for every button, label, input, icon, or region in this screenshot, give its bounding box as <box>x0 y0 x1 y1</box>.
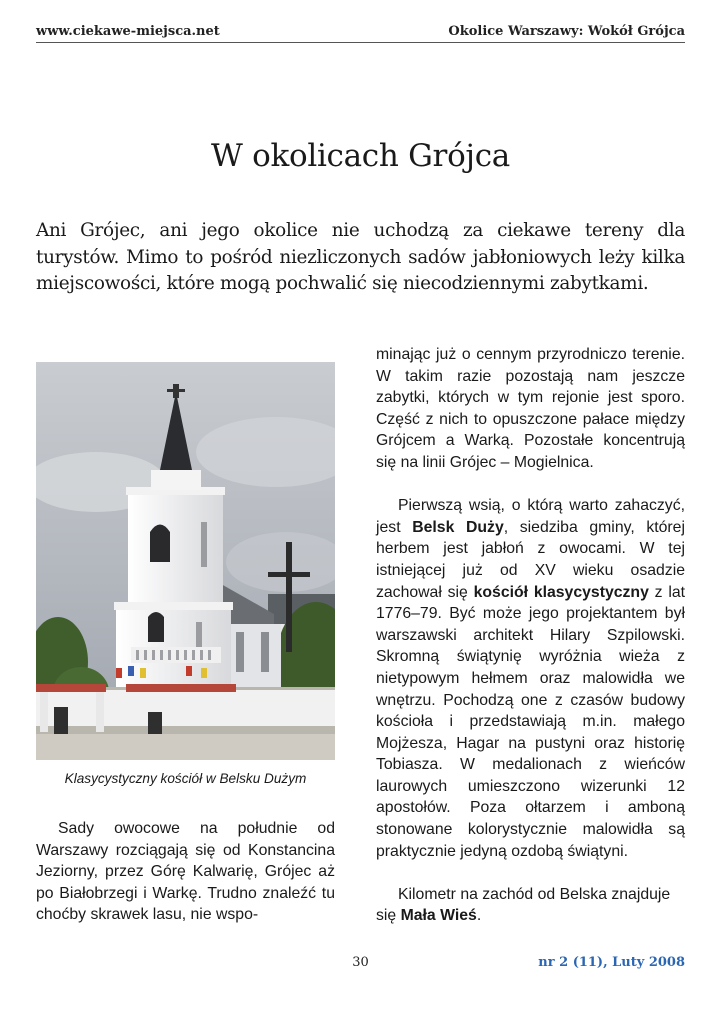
paragraph: minając już o cennym przyrodniczo terenie. W takim razie pozostają nam jeszcze zabytki, których w tym rejonie jest sporo. Część z nich to opuszczone pałace między Grójcem a Warką. Pozostałe koncentrują się na linii Grójec – Mogielnica. <box>376 346 685 471</box>
place-name: Belsk Duży <box>412 518 504 536</box>
church-photo <box>36 362 335 760</box>
issue-label: nr 2 (11), Luty 2008 <box>538 955 685 970</box>
text-run: Kilometr na zachód od Belska znajduje się <box>376 885 671 925</box>
text-run: , siedziba gminy, której herbem jest jabłoń z owocami. W tej istniejącej już od XV wieku osadzie zachował się <box>376 518 685 601</box>
highlight: kościół klasycystyczny <box>473 583 649 601</box>
text-run: . <box>476 907 482 925</box>
text-run: Pierwszą wsią, o którą warto zahaczyć, jest <box>376 497 685 536</box>
site-url: www.ciekawe-miejsca.net <box>36 24 220 39</box>
text-run: z lat 1776–79. Być może jego projektantem był warszawski architekt Hilary Szpilowski. Skromną świątynię wyróżnia wieża z nietypowym hełmem oraz malowidła we wnętrzu. Pochodzą one z czasów budowy kościoła i przedstawiają m.in. małego Mojżesza, Hagar na pustyni oraz historię Tobiasza. W medalionach z wieńców laurowych umieszczono wizerunki 12 apostołów. Poza ołtarzem i amboną stonowane kolorystycznie malowidła są praktycznie jedyną ozdobą świątyni. <box>376 583 686 860</box>
paragraph <box>376 884 685 927</box>
paragraph: Sady owocowe na południe od Warszawy rozciągają się od Konstancina Jeziorny, przez Górę Kalwarię, Grójec aż po Białobrzegi i Warkę. Trudno znaleźć tu choćby skrawek lasu, nie wspo- <box>36 820 335 924</box>
page-header <box>36 22 685 43</box>
right-column <box>376 344 685 927</box>
page-number: 30 <box>352 955 369 970</box>
photo-caption: Klasycystyczny kościół w Belsku Dużym <box>64 771 307 786</box>
section-title: Okolice Warszawy: Wokół Grójca <box>448 24 685 39</box>
lead-paragraph: Ani Grójec, ani jego okolice nie uchodzą za ciekawe tereny dla turystów. Mimo to pośród niezliczonych sadów jabłoniowych leży kilka miejscowości, które mogą pochwalić się niecodziennymi zabytkami. <box>36 220 685 294</box>
place-name: Mała Wieś <box>400 907 477 925</box>
article-title: W okolicach Grójca <box>211 138 510 174</box>
left-column <box>36 818 335 926</box>
paragraph <box>376 495 685 862</box>
